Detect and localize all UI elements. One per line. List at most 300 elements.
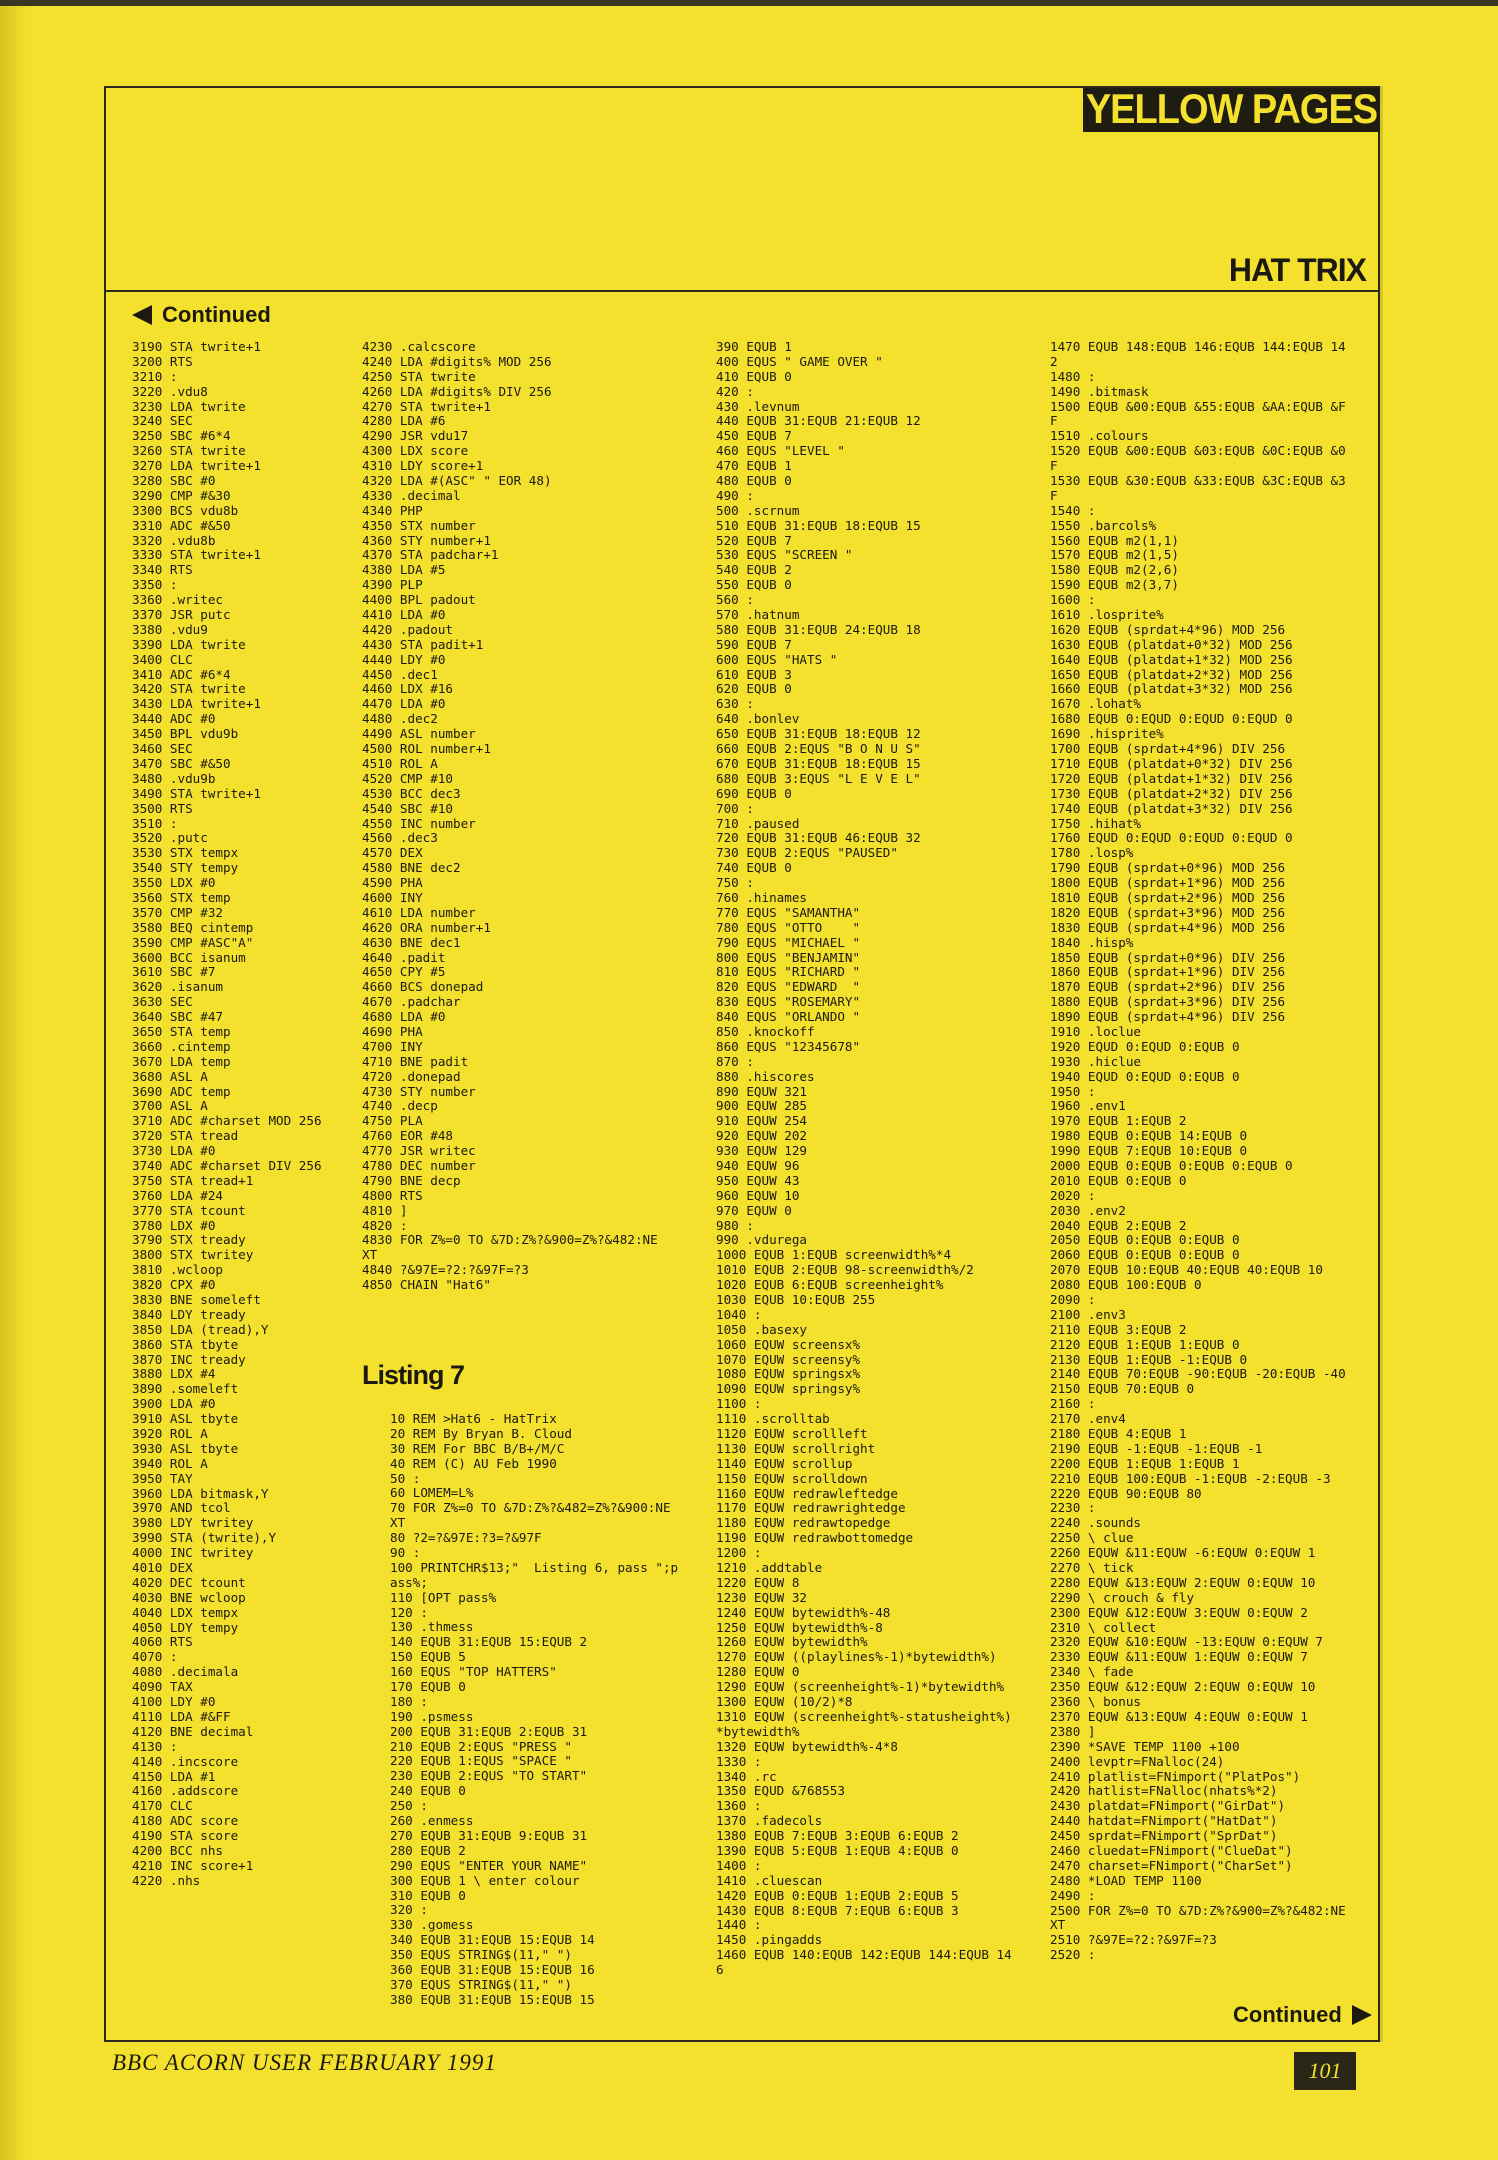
code-line: 2020 :: [1050, 1187, 1096, 1203]
code-line: 4060 RTS: [132, 1634, 193, 1650]
code-line: 1860 EQUB (sprdat+1*96) DIV 256: [1050, 964, 1286, 980]
code-line: 4020 DEC tcount: [132, 1574, 246, 1590]
code-line: 3530 STX tempx: [132, 845, 239, 861]
code-line: 120 :: [390, 1604, 428, 1620]
code-line: 270 EQUB 31:EQUB 9:EQUB 31: [390, 1827, 588, 1843]
code-line: 4800 RTS: [362, 1187, 423, 1203]
code-line: 1320 EQUW bytewidth%-4*8: [716, 1738, 898, 1754]
code-line: 30 REM For BBC B/B+/M/C: [390, 1440, 565, 1456]
code-line: 480 EQUB 0: [716, 473, 792, 489]
code-line: 1030 EQUB 10:EQUB 255: [716, 1292, 876, 1307]
code-line: 1010 EQUB 2:EQUB 98-screenwidth%/2: [716, 1262, 974, 1278]
code-line: 4560 .dec3: [362, 830, 438, 846]
code-line: 2320 EQUW &10:EQUW -13:EQUW 0:EQUW 7: [1050, 1634, 1323, 1650]
code-line: 630 :: [716, 696, 754, 712]
code-line: 1090 EQUW springsy%: [716, 1381, 861, 1397]
code-line: 1360 :: [716, 1798, 762, 1814]
code-line: 4730 STY number: [362, 1083, 476, 1099]
page-fold: [1380, 86, 1383, 2042]
code-line: 360 EQUB 31:EQUB 15:EQUB 16: [390, 1961, 595, 1977]
code-line: 680 EQUB 3:EQUS "L E V E L": [716, 770, 921, 786]
code-line: 4520 CMP #10: [362, 770, 453, 786]
code-line: 4780 DEC number: [362, 1157, 476, 1173]
code-line: 2460 cluedat=FNimport("ClueDat"): [1050, 1842, 1293, 1858]
code-line: 1910 .loclue: [1050, 1023, 1141, 1039]
code-line: 2300 EQUW &12:EQUW 3:EQUW 0:EQUW 2: [1050, 1604, 1308, 1620]
code-line: 3900 LDA #0: [132, 1396, 216, 1412]
code-line: 1680 EQUB 0:EQUD 0:EQUD 0:EQUD 0: [1050, 711, 1293, 727]
code-line: 740 EQUB 0: [716, 860, 792, 876]
code-line: 2280 EQUW &13:EQUW 2:EQUW 0:EQUW 10: [1050, 1574, 1316, 1590]
code-line: 1510 .colours: [1050, 428, 1149, 444]
code-line: 180 :: [390, 1693, 428, 1709]
code-line: 460 EQUS "LEVEL ": [716, 443, 845, 459]
code-line: 3750 STA tread+1: [132, 1172, 254, 1188]
code-line: 2490 :: [1050, 1887, 1096, 1903]
code-line: 2430 platdat=FNimport("GirDat"): [1050, 1798, 1286, 1814]
code-line: 3760 LDA #24: [132, 1187, 223, 1203]
code-line: 3430 LDA twrite+1: [132, 696, 261, 712]
code-line: 1660 EQUB (platdat+3*32) MOD 256: [1050, 681, 1293, 697]
code-line: 6: [716, 1962, 724, 1978]
code-column-1: [132, 340, 322, 1889]
code-line: 3730 LDA #0: [132, 1143, 216, 1159]
code-line: 50 :: [390, 1470, 421, 1486]
code-line: 4770 JSR writec: [362, 1143, 476, 1159]
code-line: 3820 CPX #0: [132, 1277, 216, 1293]
code-line: 190 .psmess: [390, 1708, 474, 1724]
code-line: 1980 EQUB 0:EQUB 14:EQUB 0: [1050, 1128, 1248, 1144]
top-edge: [0, 0, 1498, 6]
code-line: 530 EQUS "SCREEN ": [716, 547, 853, 563]
code-line: 130 .thmess: [390, 1619, 474, 1635]
article-title: HAT TRIX: [1228, 252, 1366, 288]
code-line: 2090 :: [1050, 1292, 1096, 1307]
code-line: 4090 TAX: [132, 1679, 193, 1695]
code-line: *bytewidth%: [716, 1723, 800, 1739]
code-line: 2000 EQUB 0:EQUB 0:EQUB 0:EQUB 0: [1050, 1157, 1293, 1173]
code-line: 3970 AND tcol: [132, 1500, 231, 1516]
code-line: 780 EQUS "OTTO ": [716, 919, 861, 935]
continued-label: Continued: [1233, 2002, 1342, 2027]
code-line: 4600 INY: [362, 889, 423, 905]
code-line: 1230 EQUW 32: [716, 1589, 807, 1605]
code-line: 4670 .padchar: [362, 994, 461, 1010]
code-line: 820 EQUS "EDWARD ": [716, 979, 861, 995]
code-line: 1690 .hisprite%: [1050, 726, 1164, 742]
code-line: 4050 LDY tempy: [132, 1619, 239, 1635]
code-line: 4390 PLP: [362, 577, 423, 593]
code-line: 1250 EQUW bytewidth%-8: [716, 1619, 883, 1635]
code-line: 3460 SEC: [132, 741, 193, 757]
code-line: 4650 CPY #5: [362, 964, 446, 980]
code-line: 1520 EQUB &00:EQUB &03:EQUB &0C:EQUB &0: [1050, 443, 1346, 459]
code-line: 1640 EQUB (platdat+1*32) MOD 256: [1050, 651, 1293, 667]
code-line: 4840 ?&97E=?2:?&97F=?3: [362, 1262, 529, 1278]
code-line: 4590 PHA: [362, 875, 423, 891]
code-line: 3960 LDA bitmask,Y: [132, 1485, 269, 1501]
code-line: 4500 ROL number+1: [362, 741, 491, 757]
code-line: 1420 EQUB 0:EQUB 1:EQUB 2:EQUB 5: [716, 1887, 959, 1903]
code-line: 2310 \ collect: [1050, 1619, 1157, 1635]
code-line: 3280 SBC #0: [132, 473, 216, 489]
code-line: 670 EQUB 31:EQUB 18:EQUB 15: [716, 755, 921, 771]
code-line: 1290 EQUW (screenheight%-1)*bytewidth%: [716, 1679, 1005, 1695]
code-line: 3520 .putc: [132, 830, 208, 846]
code-line: 1810 EQUB (sprdat+2*96) MOD 256: [1050, 889, 1286, 905]
code-line: 1840 .hisp%: [1050, 934, 1134, 950]
code-line: 1260 EQUW bytewidth%: [716, 1634, 868, 1650]
code-line: 4720 .donepad: [362, 1068, 461, 1084]
code-line: 1170 EQUW redrawrightedge: [716, 1500, 906, 1516]
code-line: 2370 EQUW &13:EQUW 4:EQUW 0:EQUW 1: [1050, 1708, 1308, 1724]
code-line: 1580 EQUB m2(2,6): [1050, 562, 1179, 578]
code-line: 3190 STA twrite+1: [132, 339, 261, 354]
code-line: 3510 :: [132, 815, 178, 831]
code-line: 570 .hatnum: [716, 607, 800, 623]
code-line: 1430 EQUB 8:EQUB 7:EQUB 6:EQUB 3: [716, 1902, 959, 1918]
code-line: 3410 ADC #6*4: [132, 666, 231, 682]
code-line: 4510 ROL A: [362, 755, 438, 771]
code-line: 3310 ADC #&50: [132, 517, 231, 533]
code-line: 640 .bonlev: [716, 711, 800, 727]
code-line: 1720 EQUB (platdat+1*32) DIV 256: [1050, 770, 1293, 786]
code-line: 390 EQUB 1: [716, 339, 792, 354]
code-line: 3390 LDA twrite: [132, 636, 246, 652]
code-line: 4300 LDX score: [362, 443, 469, 459]
code-line: 4420 .padout: [362, 621, 453, 637]
code-line: 2350 EQUW &12:EQUW 2:EQUW 0:EQUW 10: [1050, 1679, 1316, 1695]
code-line: 4550 INC number: [362, 815, 476, 831]
code-line: 4130 :: [132, 1738, 178, 1754]
code-line: 1080 EQUW springsx%: [716, 1366, 861, 1382]
code-line: 660 EQUB 2:EQUS "B O N U S": [716, 741, 921, 757]
code-line: XT: [1050, 1917, 1066, 1933]
code-line: 4480 .dec2: [362, 711, 438, 727]
code-line: 3620 .isanum: [132, 979, 223, 995]
code-line: 2: [1050, 353, 1058, 369]
code-line: 590 EQUB 7: [716, 636, 792, 652]
code-line: 3210 :: [132, 368, 178, 384]
code-line: 4640 .padit: [362, 949, 446, 965]
header-rule: [104, 290, 1380, 292]
code-line: 1220 EQUW 8: [716, 1574, 800, 1590]
code-line: 1760 EQUD 0:EQUD 0:EQUD 0:EQUD 0: [1050, 830, 1293, 846]
code-line: 970 EQUW 0: [716, 1202, 792, 1218]
code-line: 750 :: [716, 875, 754, 891]
code-line: 4530 BCC dec3: [362, 785, 461, 801]
code-line: 1830 EQUB (sprdat+4*96) MOD 256: [1050, 919, 1286, 935]
code-line: 840 EQUS "ORLANDO ": [716, 1009, 861, 1025]
code-line: 4340 PHP: [362, 502, 423, 518]
code-line: 380 EQUB 31:EQUB 15:EQUB 15: [390, 1991, 595, 2007]
code-line: 3640 SBC #47: [132, 1009, 223, 1025]
code-line: 2250 \ clue: [1050, 1530, 1134, 1546]
code-line: 850 .knockoff: [716, 1023, 815, 1039]
code-line: 2120 EQUB 1:EQUB 1:EQUB 0: [1050, 1336, 1240, 1352]
code-line: 1070 EQUW screensy%: [716, 1351, 861, 1367]
code-line: 1850 EQUB (sprdat+0*96) DIV 256: [1050, 949, 1286, 965]
code-line: 4040 LDX tempx: [132, 1604, 239, 1620]
code-line: 2470 charset=FNimport("CharSet"): [1050, 1857, 1293, 1873]
code-line: 1060 EQUW screensx%: [716, 1336, 861, 1352]
code-line: 420 :: [716, 383, 754, 399]
code-line: 2140 EQUB 70:EQUB -90:EQUB -20:EQUB -40: [1050, 1366, 1346, 1382]
code-line: 3560 STX temp: [132, 889, 231, 905]
code-line: 1930 .hiclue: [1050, 1053, 1141, 1069]
code-line: 4580 BNE dec2: [362, 860, 461, 876]
code-line: 1050 .basexy: [716, 1321, 807, 1337]
code-line: 3270 LDA twrite+1: [132, 458, 261, 474]
code-line: 1200 :: [716, 1545, 762, 1561]
code-line: 3350 :: [132, 577, 178, 593]
code-line: 1920 EQUD 0:EQUD 0:EQUB 0: [1050, 1038, 1240, 1054]
code-line: 3650 STA temp: [132, 1023, 231, 1039]
code-line: 430 .levnum: [716, 398, 800, 414]
code-line: 450 EQUB 7: [716, 428, 792, 444]
code-line: 2130 EQUB 1:EQUB -1:EQUB 0: [1050, 1351, 1248, 1367]
code-line: 2270 \ tick: [1050, 1560, 1134, 1576]
code-line: 4290 JSR vdu17: [362, 428, 469, 444]
code-line: 3790 STX tready: [132, 1232, 246, 1248]
code-line: 1540 :: [1050, 502, 1096, 518]
code-line: 2240 .sounds: [1050, 1515, 1141, 1531]
code-line: 4360 STY number+1: [362, 532, 491, 548]
code-line: 440 EQUB 31:EQUB 21:EQUB 12: [716, 413, 921, 429]
code-line: 3480 .vdu9b: [132, 770, 216, 786]
code-line: 1280 EQUW 0: [716, 1664, 800, 1680]
code-line: 1370 .fadecols: [716, 1813, 823, 1829]
code-line: 3260 STA twrite: [132, 443, 246, 459]
code-line: 3420 STA twrite: [132, 681, 246, 697]
code-line: 3920 ROL A: [132, 1426, 208, 1442]
code-line: 90 :: [390, 1545, 421, 1561]
code-line: 290 EQUS "ENTER YOUR NAME": [390, 1857, 588, 1873]
code-line: 910 EQUW 254: [716, 1113, 807, 1129]
code-line: 3380 .vdu9: [132, 621, 208, 637]
code-line: 3910 ASL tbyte: [132, 1411, 239, 1427]
code-line: 3550 LDX #0: [132, 875, 216, 891]
code-line: 1020 EQUB 6:EQUB screenheight%: [716, 1277, 944, 1293]
code-line: 3290 CMP #&30: [132, 487, 231, 503]
code-line: 800 EQUS "BENJAMIN": [716, 949, 861, 965]
arrow-left-icon: [132, 305, 152, 325]
code-line: 2170 .env4: [1050, 1411, 1126, 1427]
code-line: 4330 .decimal: [362, 487, 461, 503]
code-line: 1300 EQUW (10/2)*8: [716, 1694, 853, 1710]
code-line: 830 EQUS "ROSEMARY": [716, 994, 861, 1010]
code-line: 1000 EQUB 1:EQUB screenwidth%*4: [716, 1247, 952, 1263]
code-line: 3860 STA tbyte: [132, 1336, 239, 1352]
code-line: 3670 LDA temp: [132, 1053, 231, 1069]
code-line: 650 EQUB 31:EQUB 18:EQUB 12: [716, 726, 921, 742]
code-line: 3300 BCS vdu8b: [132, 502, 239, 518]
code-line: 4790 BNE decp: [362, 1172, 461, 1188]
code-line: 40 REM (C) AU Feb 1990: [390, 1455, 557, 1471]
code-line: 4350 STX number: [362, 517, 476, 533]
code-line: 4430 STA padit+1: [362, 636, 484, 652]
continued-label: Continued: [162, 302, 271, 327]
code-line: 3780 LDX #0: [132, 1217, 216, 1233]
code-line: 4280 LDA #6: [362, 413, 446, 429]
code-line: F: [1050, 413, 1058, 429]
code-line: 1950 :: [1050, 1083, 1096, 1099]
code-line: 4490 ASL number: [362, 726, 476, 742]
code-line: 560 :: [716, 592, 754, 608]
code-line: 990 .vdurega: [716, 1232, 807, 1248]
code-line: 4150 LDA #1: [132, 1768, 216, 1784]
code-line: 1960 .env1: [1050, 1098, 1126, 1114]
code-line: 2410 platlist=FNimport("PlatPos"): [1050, 1768, 1301, 1784]
code-line: F: [1050, 458, 1058, 474]
code-line: 3540 STY tempy: [132, 860, 239, 876]
continued-from-marker: [132, 302, 271, 328]
page-number: 101: [1294, 2052, 1356, 2090]
code-line: 2230 :: [1050, 1500, 1096, 1516]
code-line: 4850 CHAIN "Hat6": [362, 1277, 491, 1293]
code-line: 1710 EQUB (platdat+0*32) DIV 256: [1050, 755, 1293, 771]
code-line: 1970 EQUB 1:EQUB 2: [1050, 1113, 1187, 1129]
code-line: 3800 STX twritey: [132, 1247, 254, 1263]
code-line: 1550 .barcols%: [1050, 517, 1157, 533]
code-line: 3360 .writec: [132, 592, 223, 608]
code-line: 520 EQUB 7: [716, 532, 792, 548]
code-line: 80 ?2=?&97E:?3=?&97F: [390, 1530, 542, 1546]
code-line: 3610 SBC #7: [132, 964, 216, 980]
code-line: 2450 sprdat=FNimport("SprDat"): [1050, 1828, 1278, 1844]
code-line: 2440 hatdat=FNimport("HatDat"): [1050, 1813, 1278, 1829]
code-line: 1270 EQUW ((playlines%-1)*bytewidth%): [716, 1649, 997, 1665]
code-line: 4080 .decimala: [132, 1664, 239, 1680]
code-line: 20 REM By Bryan B. Cloud: [390, 1425, 572, 1441]
code-line: 3810 .wcloop: [132, 1262, 223, 1278]
code-line: 2030 .env2: [1050, 1202, 1126, 1218]
code-line: 100 PRINTCHR$13;" Listing 6, pass ";p: [390, 1559, 679, 1575]
code-line: 4610 LDA number: [362, 904, 476, 920]
code-line: 3690 ADC temp: [132, 1083, 231, 1099]
code-line: 2520 :: [1050, 1947, 1096, 1963]
code-line: 3600 BCC isanum: [132, 949, 246, 965]
code-line: 4220 .nhs: [132, 1872, 201, 1888]
code-line: 1870 EQUB (sprdat+2*96) DIV 256: [1050, 979, 1286, 995]
arrow-right-icon: [1352, 2005, 1372, 2025]
code-line: 70 FOR Z%=0 TO &7D:Z%?&482=Z%?&900:NE: [390, 1500, 671, 1516]
code-line: 880 .hiscores: [716, 1068, 815, 1084]
code-line: 4370 STA padchar+1: [362, 547, 499, 563]
code-line: 2420 hatlist=FNalloc(nhats%*2): [1050, 1783, 1278, 1799]
code-line: 280 EQUB 2: [390, 1842, 466, 1858]
code-line: 200 EQUB 31:EQUB 2:EQUB 31: [390, 1723, 588, 1739]
code-line: 870 :: [716, 1053, 754, 1069]
code-line: 3700 ASL A: [132, 1098, 208, 1114]
code-line: 3980 LDY twritey: [132, 1515, 254, 1531]
code-line: 1410 .cluescan: [716, 1872, 823, 1888]
code-line: 4250 STA twrite: [362, 368, 476, 384]
code-line: 890 EQUW 321: [716, 1083, 807, 1099]
code-line: 220 EQUB 1:EQUS "SPACE ": [390, 1753, 572, 1769]
code-line: 2150 EQUB 70:EQUB 0: [1050, 1381, 1195, 1397]
code-line: 4810 ]: [362, 1202, 408, 1218]
code-line: 1590 EQUB m2(3,7): [1050, 577, 1179, 593]
code-line: 4240 LDA #digits% MOD 256: [362, 353, 552, 369]
code-line: 700 :: [716, 800, 754, 816]
code-line: 810 EQUS "RICHARD ": [716, 964, 861, 980]
code-line: 1240 EQUW bytewidth%-48: [716, 1604, 891, 1620]
code-line: 1310 EQUW (screenheight%-statusheight%): [716, 1708, 1012, 1724]
code-line: 510 EQUB 31:EQUB 18:EQUB 15: [716, 517, 921, 533]
code-line: XT: [362, 1247, 378, 1263]
code-line: 2220 EQUB 90:EQUB 80: [1050, 1485, 1202, 1501]
code-line: 2260 EQUW &11:EQUW -6:EQUW 0:EQUW 1: [1050, 1545, 1316, 1561]
code-line: 1670 .lohat%: [1050, 696, 1141, 712]
code-line: 930 EQUW 129: [716, 1143, 807, 1159]
code-line: 10 REM >Hat6 - HatTrix: [390, 1411, 557, 1426]
code-line: 500 .scrnum: [716, 502, 800, 518]
code-line: 2400 levptr=FNalloc(24): [1050, 1753, 1225, 1769]
code-line: 1890 EQUB (sprdat+4*96) DIV 256: [1050, 1009, 1286, 1025]
code-line: 1560 EQUB m2(1,1): [1050, 532, 1179, 548]
code-line: 3250 SBC #6*4: [132, 428, 231, 444]
code-line: 3590 CMP #ASC"A": [132, 934, 254, 950]
code-line: 300 EQUB 1 \ enter colour: [390, 1872, 580, 1888]
code-line: 2110 EQUB 3:EQUB 2: [1050, 1321, 1187, 1337]
code-line: 1390 EQUB 5:EQUB 1:EQUB 4:EQUB 0: [716, 1842, 959, 1858]
code-line: 320 :: [390, 1902, 428, 1918]
code-line: 3770 STA tcount: [132, 1202, 246, 1218]
code-line: 4630 BNE dec1: [362, 934, 461, 950]
code-line: 150 EQUB 5: [390, 1649, 466, 1665]
page-binding: [0, 0, 34, 2160]
code-line: 4760 EOR #48: [362, 1128, 453, 1144]
code-line: 1570 EQUB m2(1,5): [1050, 547, 1179, 563]
code-line: 3680 ASL A: [132, 1068, 208, 1084]
code-column-4: [1050, 340, 1346, 1963]
code-line: 690 EQUB 0: [716, 785, 792, 801]
code-line: 260 .enmess: [390, 1813, 474, 1829]
code-line: 1650 EQUB (platdat+2*32) MOD 256: [1050, 666, 1293, 682]
code-line: 1990 EQUB 7:EQUB 10:EQUB 0: [1050, 1143, 1248, 1159]
code-line: XT: [390, 1515, 406, 1531]
code-line: 1210 .addtable: [716, 1560, 823, 1576]
code-line: 770 EQUS "SAMANTHA": [716, 904, 861, 920]
code-line: 2200 EQUB 1:EQUB 1:EQUB 1: [1050, 1455, 1240, 1471]
code-line: 60 LOMEM=L%: [390, 1485, 474, 1501]
code-line: 4230 .calcscore: [362, 339, 476, 354]
code-line: 3710 ADC #charset MOD 256: [132, 1113, 322, 1129]
code-line: 4690 PHA: [362, 1023, 423, 1039]
code-line: 1450 .pingadds: [716, 1932, 823, 1948]
code-line: 3470 SBC #&50: [132, 755, 231, 771]
code-line: 4470 LDA #0: [362, 696, 446, 712]
code-line: 1330 :: [716, 1753, 762, 1769]
code-line: 210 EQUB 2:EQUS "PRESS ": [390, 1738, 572, 1754]
code-line: 4140 .incscore: [132, 1753, 239, 1769]
code-line: 2480 *LOAD TEMP 1100: [1050, 1872, 1202, 1888]
code-line: 1780 .losp%: [1050, 845, 1134, 861]
code-line: 3320 .vdu8b: [132, 532, 216, 548]
code-line: ass%;: [390, 1574, 428, 1590]
code-line: 3450 BPL vdu9b: [132, 726, 239, 742]
code-line: 3630 SEC: [132, 994, 193, 1010]
code-line: 4660 BCS donepad: [362, 979, 484, 995]
code-line: 4450 .dec1: [362, 666, 438, 682]
code-line: 4270 STA twrite+1: [362, 398, 491, 414]
code-line: 3950 TAY: [132, 1470, 193, 1486]
code-line: 1130 EQUW scrollright: [716, 1440, 876, 1456]
code-line: 3500 RTS: [132, 800, 193, 816]
code-line: 310 EQUB 0: [390, 1887, 466, 1903]
code-line: 4100 LDY #0: [132, 1694, 216, 1710]
